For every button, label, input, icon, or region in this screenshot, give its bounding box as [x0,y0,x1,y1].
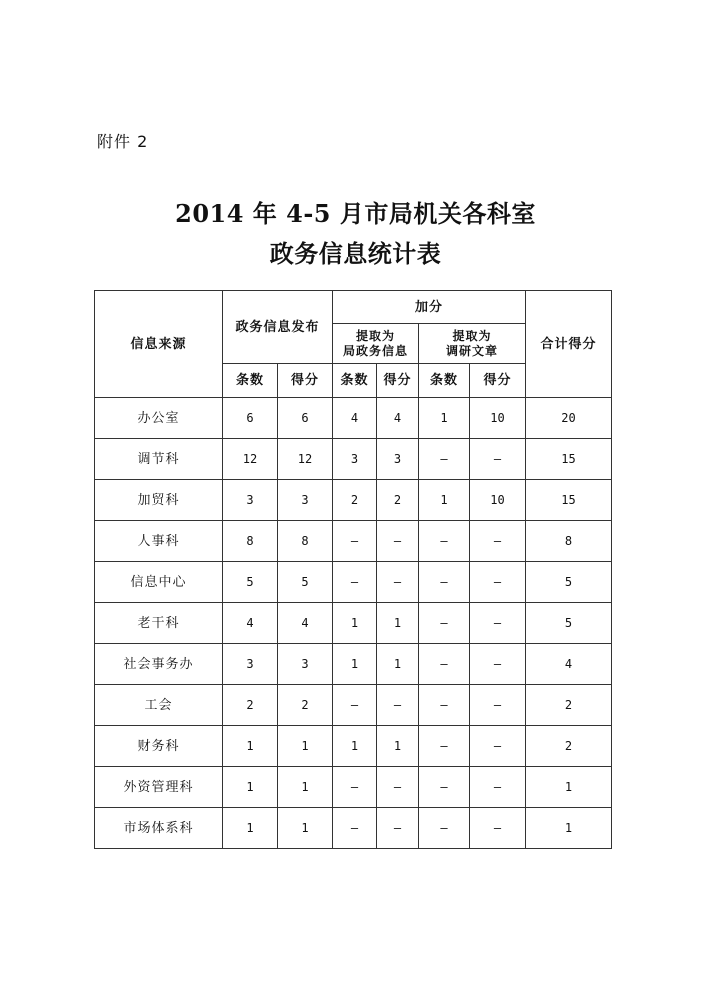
page-title-line1: 2014 年 4-5 月市局机关各科室 [175,199,536,228]
header-bureau-score: 得分 [377,364,419,398]
header-research-count: 条数 [419,364,470,398]
header-bureau-line1: 提取为 [356,328,396,343]
row-research-count: – [419,767,470,808]
header-research-line2: 调研文章 [446,343,499,358]
header-research-line1: 提取为 [452,328,492,343]
row-total: 5 [526,562,612,603]
row-pub-score: 1 [278,726,333,767]
row-name: 加贸科 [95,480,223,521]
row-bureau-count: 1 [333,644,377,685]
table-row [95,726,612,767]
header-research-article [419,324,526,364]
header-bonus: 加分 [333,291,526,324]
header-bureau-count: 条数 [333,364,377,398]
row-research-count: 1 [419,480,470,521]
row-pub-score: 8 [278,521,333,562]
row-bureau-count: 2 [333,480,377,521]
row-pub-count: 5 [223,562,278,603]
row-pub-count: 1 [223,726,278,767]
row-research-count: – [419,644,470,685]
table-row [95,767,612,808]
row-pub-score: 1 [278,767,333,808]
row-research-score: – [470,439,526,480]
row-total: 2 [526,685,612,726]
header-source: 信息来源 [95,291,223,398]
row-name: 办公室 [95,398,223,439]
row-research-score: – [470,603,526,644]
row-pub-score: 3 [278,480,333,521]
row-bureau-score: 1 [377,644,419,685]
row-total: 1 [526,808,612,849]
row-name: 市场体系科 [95,808,223,849]
row-name: 调节科 [95,439,223,480]
row-research-count: – [419,562,470,603]
row-bureau-score: – [377,685,419,726]
row-name: 工会 [95,685,223,726]
header-pub-score: 得分 [278,364,333,398]
row-bureau-count: – [333,562,377,603]
row-bureau-count: 4 [333,398,377,439]
row-name: 社会事务办 [95,644,223,685]
row-pub-count: 1 [223,808,278,849]
row-research-score: 10 [470,398,526,439]
table-row [95,439,612,480]
row-total: 15 [526,480,612,521]
row-research-count: 1 [419,398,470,439]
table-row [95,562,612,603]
row-bureau-count: – [333,767,377,808]
row-pub-score: 4 [278,603,333,644]
row-bureau-score: 1 [377,603,419,644]
row-total: 15 [526,439,612,480]
table-row [95,808,612,849]
statistics-table [94,290,612,849]
row-pub-score: 2 [278,685,333,726]
row-research-score: – [470,726,526,767]
row-name: 信息中心 [95,562,223,603]
row-bureau-score: – [377,767,419,808]
row-total: 5 [526,603,612,644]
row-bureau-score: 3 [377,439,419,480]
table-row [95,685,612,726]
table-row [95,644,612,685]
row-bureau-count: 1 [333,603,377,644]
table-row [95,480,612,521]
row-name: 外资管理科 [95,767,223,808]
row-pub-count: 6 [223,398,278,439]
row-research-count: – [419,603,470,644]
header-bureau-line2: 局政务信息 [343,343,409,358]
table-row [95,603,612,644]
row-research-count: – [419,521,470,562]
row-bureau-count: 1 [333,726,377,767]
row-bureau-count: 3 [333,439,377,480]
row-research-count: – [419,808,470,849]
row-name: 财务科 [95,726,223,767]
row-research-score: 10 [470,480,526,521]
row-pub-count: 2 [223,685,278,726]
row-research-score: – [470,685,526,726]
header-pub-count: 条数 [223,364,278,398]
row-bureau-score: 2 [377,480,419,521]
row-pub-score: 6 [278,398,333,439]
header-bureau-info [333,324,419,364]
attachment-label: 附件 2 [97,132,149,151]
row-name: 人事科 [95,521,223,562]
row-pub-count: 3 [223,480,278,521]
row-bureau-score: – [377,808,419,849]
row-pub-score: 5 [278,562,333,603]
row-research-score: – [470,808,526,849]
header-total: 合计得分 [526,291,612,398]
row-total: 1 [526,767,612,808]
row-total: 2 [526,726,612,767]
row-bureau-score: 1 [377,726,419,767]
row-pub-score: 3 [278,644,333,685]
row-research-score: – [470,521,526,562]
row-bureau-count: – [333,521,377,562]
header-publish: 政务信息发布 [223,291,333,364]
row-research-count: – [419,685,470,726]
row-pub-score: 12 [278,439,333,480]
row-total: 8 [526,521,612,562]
row-research-score: – [470,644,526,685]
row-pub-count: 8 [223,521,278,562]
row-pub-count: 1 [223,767,278,808]
row-research-count: – [419,439,470,480]
header-research-score: 得分 [470,364,526,398]
row-research-score: – [470,562,526,603]
page-title-line2: 政务信息统计表 [269,239,442,268]
row-research-count: – [419,726,470,767]
row-bureau-count: – [333,808,377,849]
row-bureau-score: – [377,562,419,603]
row-pub-count: 3 [223,644,278,685]
row-name: 老干科 [95,603,223,644]
row-bureau-score: – [377,521,419,562]
table-row [95,398,612,439]
row-pub-count: 4 [223,603,278,644]
row-total: 20 [526,398,612,439]
row-pub-count: 12 [223,439,278,480]
row-research-score: – [470,767,526,808]
row-bureau-score: 4 [377,398,419,439]
row-pub-score: 1 [278,808,333,849]
row-bureau-count: – [333,685,377,726]
table-row [95,521,612,562]
row-total: 4 [526,644,612,685]
